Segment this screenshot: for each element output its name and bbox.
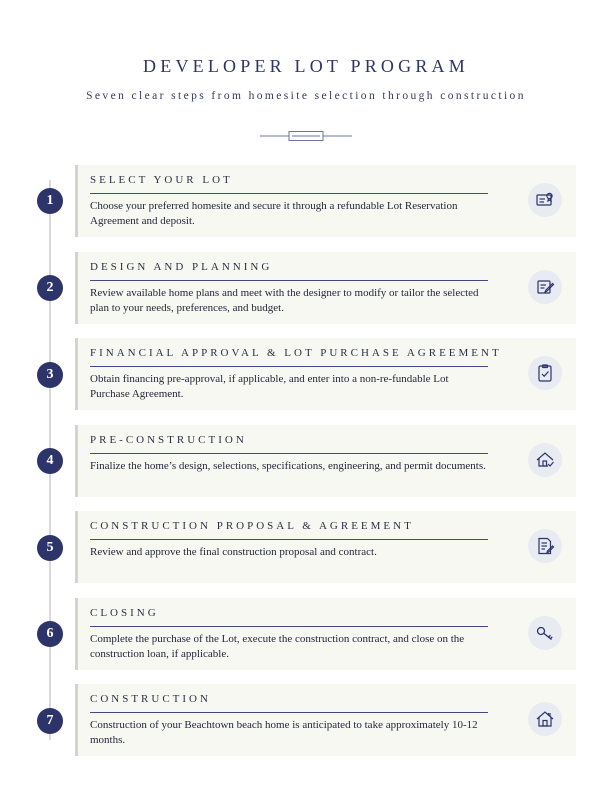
step-divider [90, 453, 488, 454]
step-title: CLOSING [90, 607, 159, 619]
step-number-badge: 1 [37, 188, 63, 214]
page-title: DEVELOPER LOT PROGRAM [143, 56, 469, 76]
clipboard-check-icon [528, 356, 562, 390]
step-number-badge: 7 [37, 708, 63, 734]
step-card-construction [75, 684, 576, 756]
step-card-design-and-planning [75, 252, 576, 324]
house-check-icon [528, 443, 562, 477]
step-description: Obtain financing pre-approval, if applicable, and enter into a non-re-fundable Lot Purchase Agreement. [90, 373, 449, 400]
key-icon [528, 616, 562, 650]
step-divider [90, 193, 488, 194]
step-card-pre-construction [75, 425, 576, 497]
step-title: SELECT YOUR LOT [90, 174, 233, 186]
step-title: CONSTRUCTION PROPOSAL & AGREEMENT [90, 520, 414, 532]
step-divider [90, 539, 488, 540]
step-title: PRE-CONSTRUCTION [90, 434, 247, 446]
step-number-badge: 5 [37, 535, 63, 561]
step-divider [90, 280, 488, 281]
edit-plan-icon [528, 270, 562, 304]
step-number-badge: 3 [37, 362, 63, 388]
step-card-select-your-lot [75, 165, 576, 237]
step-title: CONSTRUCTION [90, 693, 211, 705]
step-card-construction-proposal [75, 511, 576, 583]
step-divider [90, 712, 488, 713]
ornament-divider-icon [260, 129, 352, 143]
document-sign-icon [528, 529, 562, 563]
house-build-icon [528, 702, 562, 736]
step-title: FINANCIAL APPROVAL & LOT PURCHASE AGREEMENT [90, 347, 502, 359]
step-description: Review available home plans and meet with the designer to modify or tailor the selected plan to your needs, preferences, and budget. [90, 287, 479, 314]
step-number-badge: 4 [37, 448, 63, 474]
step-card-financial-approval [75, 338, 576, 410]
step-title: DESIGN AND PLANNING [90, 261, 273, 273]
step-divider [90, 626, 488, 627]
step-description: Finalize the home’s design, selections, specifications, engineering, and permit documents. [90, 460, 486, 472]
step-card-closing [75, 598, 576, 670]
step-number-badge: 6 [37, 621, 63, 647]
certificate-icon [528, 183, 562, 217]
step-description: Complete the purchase of the Lot, execute the construction contract, and close on the construction loan, if applicable. [90, 633, 465, 660]
step-description: Choose your preferred homesite and secure it through a refundable Lot Reservation Agreement and deposit. [90, 200, 458, 227]
step-description: Construction of your Beachtown beach home is anticipated to take approximately 10-12 months. [90, 719, 478, 746]
step-divider [90, 366, 488, 367]
step-description: Review and approve the final construction proposal and contract. [90, 546, 377, 558]
step-number-badge: 2 [37, 275, 63, 301]
page-subtitle: Seven clear steps from homesite selection through construction [86, 90, 526, 102]
